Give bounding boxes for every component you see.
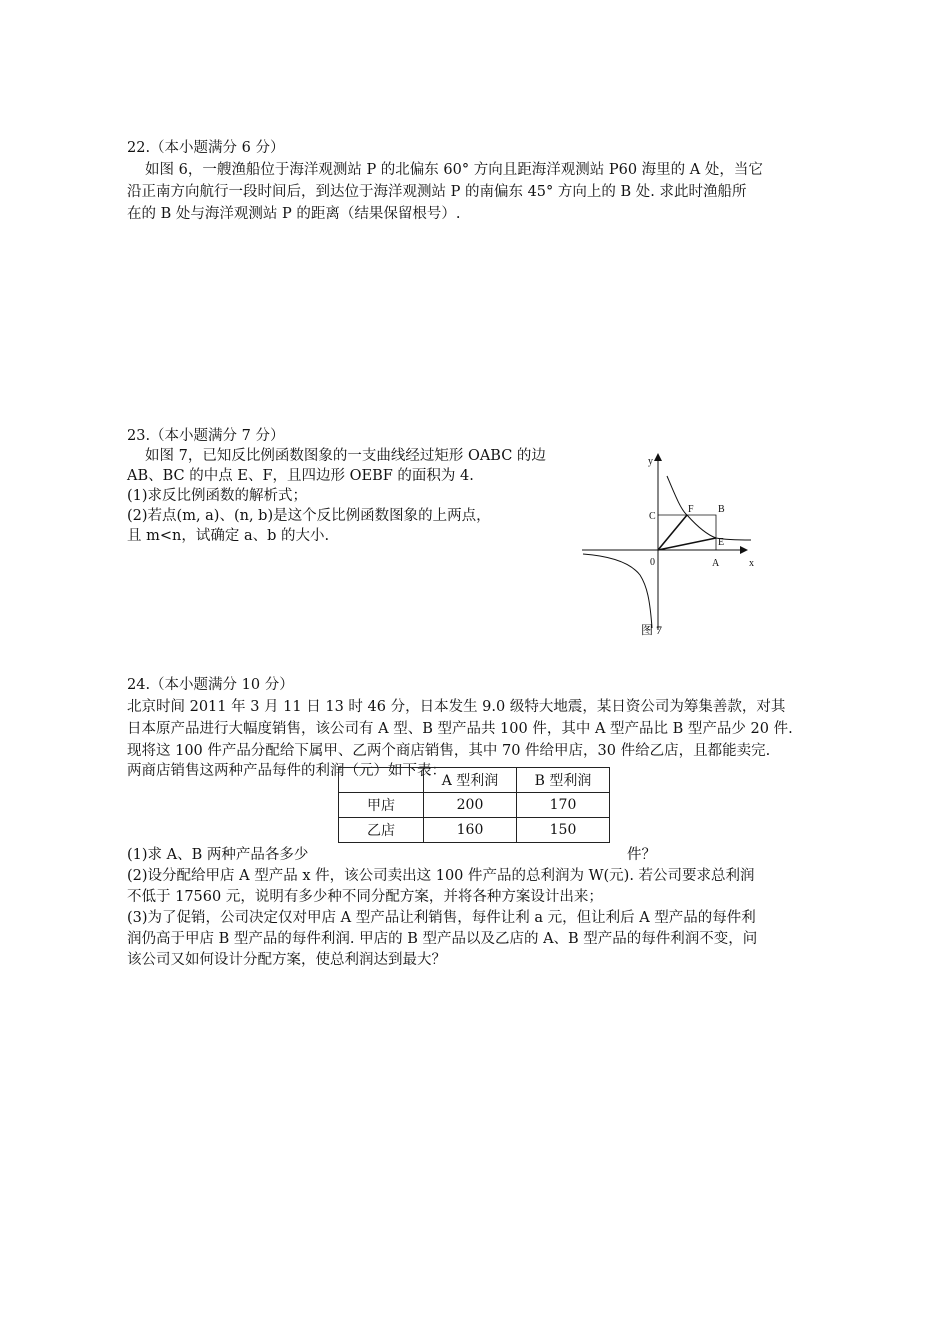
q24-part-3-line-1: (3)为了促销，公司决定仅对甲店 A 型产品让利销售，每件让利 a 元，但让利后 A 型产品的每件利 [127, 910, 756, 926]
table-cell: 160 [424, 818, 517, 843]
table-header-cell [339, 768, 424, 793]
q23-line-1: 如图 7，已知反比例函数图象的一支曲线经过矩形 OABC 的边 [145, 448, 546, 464]
q22-line-3: 在的 B 处与海洋观测站 P 的距离（结果保留根号）. [127, 206, 461, 222]
profit-table [338, 767, 610, 843]
table-cell: 150 [517, 818, 610, 843]
hyperbola-branch-1 [667, 476, 751, 540]
label-c: C [649, 511, 656, 522]
q24-part-2-line-2: 不低于 17560 元，说明有多少种不同分配方案，并将各种方案设计出来； [127, 889, 603, 905]
table-row [339, 818, 610, 843]
figure-caption: 图 7 [641, 623, 663, 637]
q23-part-2-cont: 且 m<n，试确定 a、b 的大小. [127, 528, 330, 544]
q24-part-1-end: 件？ [627, 847, 656, 863]
q23-part-1: (1)求反比例函数的解析式； [127, 488, 308, 504]
table-header-cell: B 型利润 [517, 768, 610, 793]
q24-part-1: (1)求 A、B 两种产品各多少 [127, 847, 309, 863]
table-cell: 200 [424, 793, 517, 818]
table-header-cell: A 型利润 [424, 768, 517, 793]
table-row [339, 793, 610, 818]
q24-line-4: 两商店销售这两种产品每件的利润（元）如下表： [127, 763, 446, 779]
label-a: A [712, 558, 720, 569]
table-cell: 甲店 [339, 793, 424, 818]
table-cell: 170 [517, 793, 610, 818]
q24-line-2: 日本原产品进行大幅度销售，该公司有 A 型、B 型产品共 100 件，其中 A 型产品比 B 型产品少 20 件. [127, 721, 793, 737]
q24-part-3-line-3: 该公司又如何设计分配方案，使总利润达到最大？ [127, 952, 446, 968]
label-e: E [718, 537, 725, 548]
q23-part-2: (2)若点(m, a)、(n, b)是这个反比例函数图象的上两点， [127, 508, 491, 524]
q24-line-1: 北京时间 2011 年 3 月 11 日 13 时 46 分，日本发生 9.0 级特大地震，某日资公司为筹集善款，对其 [127, 699, 786, 715]
q22-line-1: 如图 6，一艘渔船位于海洋观测站 P 的北偏东 60° 方向且距海洋观测站 P60 海里的 A 处，当它 [145, 162, 763, 178]
q23-line-2: AB、BC 的中点 E、F，且四边形 OEBF 的面积为 4. [127, 468, 474, 484]
label-b: B [718, 504, 725, 515]
q24-part-3-line-2: 润仍高于甲店 B 型产品的每件利润. 甲店的 B 型产品以及乙店的 A、B 型产品的每件利润不变，问 [127, 931, 758, 947]
label-x: x [749, 558, 754, 569]
figure-7-diagram [575, 450, 775, 645]
q24-part-2-line-1: (2)设分配给甲店 A 型产品 x 件，该公司卖出这 100 件产品的总利润为 W(元). 若公司要求总利润 [127, 868, 755, 884]
hyperbola-branch-3 [583, 554, 652, 628]
q22-line-2: 沿正南方向航行一段时间后，到达位于海洋观测站 P 的南偏东 45° 方向上的 B 处. 求此时渔船所 [127, 184, 747, 200]
label-o: 0 [650, 557, 655, 568]
label-y: y [648, 456, 653, 467]
q24-line-3: 现将这 100 件产品分配给下属甲、乙两个商店销售，其中 70 件给甲店，30 件给乙店，且都能卖完. [127, 743, 771, 759]
q24-heading: 24.（本小题满分 10 分） [127, 677, 294, 693]
label-f: F [688, 504, 694, 515]
q23-heading: 23.（本小题满分 7 分） [127, 428, 285, 444]
q22-heading: 22.（本小题满分 6 分） [127, 140, 285, 156]
table-header-row [339, 768, 610, 793]
table-cell: 乙店 [339, 818, 424, 843]
